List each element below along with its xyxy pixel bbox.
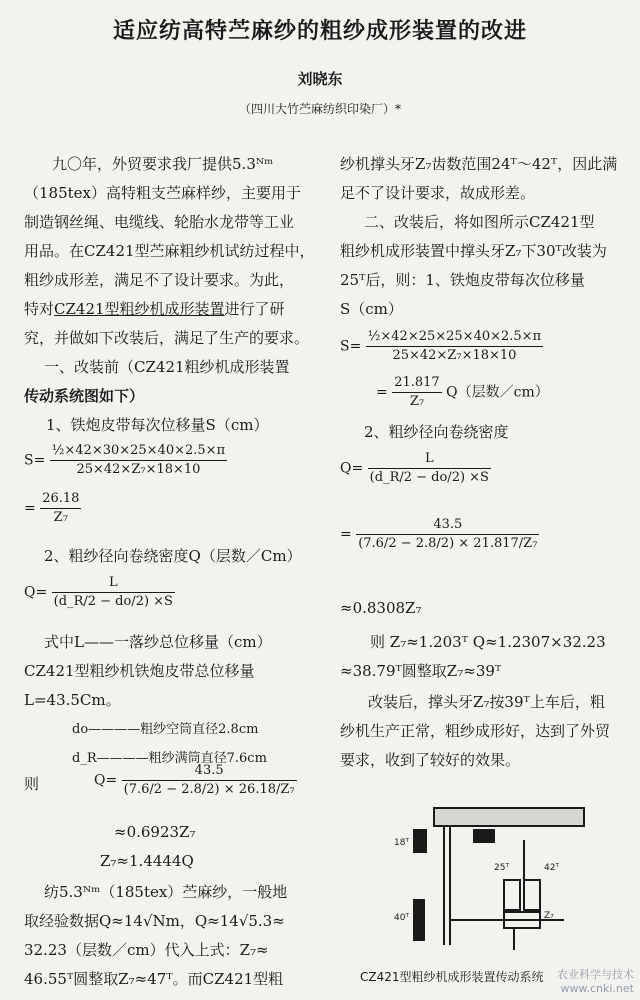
definition-dr: d_R————粗纱满筒直径7.6cm: [72, 751, 267, 766]
item-2-heading-after: 2、粗纱径向卷绕密度: [364, 423, 509, 441]
section-1-subheading: 传动系统图如下）: [24, 387, 145, 405]
definition-do: do————粗纱空筒直径2.8cm: [72, 722, 259, 737]
equation-q-after-numeric: = $\frac{43.5}{\text{(7.6/2 − 2.8/2) × 21.817/Z₇}}$: [340, 517, 538, 551]
gear-small-2: [524, 880, 540, 910]
gear-block-top: [414, 830, 426, 852]
q-after-result: ≈0.8308Z₇: [340, 599, 422, 617]
equation-q-after: Q= $\frac{L}{(d\_R/2 - do/2) \times S}$: [340, 451, 489, 485]
z-before-result: Z₇≈1.4444Q: [100, 852, 194, 870]
watermark: 农业科学与技术 www.cnki.net: [557, 968, 634, 995]
label-40t: 40ᵀ: [394, 913, 409, 923]
article-title: 适应纺高特苎麻纱的粗纱成形装置的改进: [112, 19, 527, 44]
author-affiliation: （四川大竹苎麻纺织印染厂）*: [238, 102, 401, 116]
label-42t: 42ᵀ: [544, 863, 559, 873]
equation-s-before-result: = $\frac{26.18}{\text{Z₇}}$: [24, 491, 80, 525]
item-2-heading: 2、粗纱径向卷绕密度Q（层数／Cm）: [44, 547, 302, 565]
equation-s-after-result: = $\frac{21.817}{\text{Z₇}}$ Q（层数／cm）: [376, 375, 549, 409]
definition-l: 式中L——一落纱总位移量（cm）: [44, 633, 272, 651]
continuation-paragraph: 纱机撑头牙Z₇齿数范围24ᵀ～42ᵀ，因此满 足不了设计要求，故成形差。 二、改装后，将如图所示CZ421型 粗纱机成形装置中撑头牙Z₇下30ᵀ改装为 25ᵀ后，则：1、铁炮皮带每次位移量 S（cm）: [340, 155, 618, 318]
equation-s-before: S= $\frac{\text{½×42×30×25×40×2.5×π}}{\text{25×42×Z₇×18×10}}$: [24, 443, 226, 477]
underlined-phrase: CZ421型粗纱机成形装置: [54, 300, 225, 318]
definition-total: CZ421型粗纱机铁炮皮带总位移量: [24, 662, 255, 680]
gear-block-mid: [474, 830, 494, 842]
then-label: 则: [24, 775, 40, 793]
section-1-heading: 一、改装前（CZ421粗纱机成形装置: [44, 358, 290, 376]
conclusion-paragraph: 改装后，撑头牙Z₇按39ᵀ上车后，粗 纱机生产正常，粗纱成形好，达到了外贸 要求，收到了较好的效果。: [340, 693, 611, 769]
top-bar: [434, 808, 584, 826]
z-after-rounded: ≈38.79ᵀ圆整取Z₇≈39ᵀ: [340, 662, 502, 680]
transmission-diagram: [374, 800, 594, 960]
label-z7: Z₇: [544, 911, 554, 921]
gear-block-bottom: [414, 900, 424, 940]
calc-paragraph: 纺5.3ᴺᵐ（185tex）苎麻纱，一般地 取经验数据Q≈14√Nm，Q≈14√5.3≈ 32.23（层数／cm）代入上式：Z₇≈ 46.55ᵀ圆整取Z₇≈47ᵀ。而CZ421型粗: [24, 883, 288, 988]
author-name: 刘晓东: [297, 70, 343, 88]
label-18t: 18ᵀ: [394, 838, 409, 848]
equation-q-before: Q= $\frac{L}{(d\_R/2 - do/2) \times S}$: [24, 575, 173, 609]
equation-q-before-numeric: Q= $\frac{43.5}{\text{(7.6/2 − 2.8/2) × 26.18/Z₇}}$: [94, 763, 295, 797]
z-after-result: 则 Z₇≈1.203ᵀ Q≈1.2307×32.23: [370, 633, 606, 651]
equation-s-after: S= $\frac{\text{½×42×25×25×40×2.5×π}}{\text{25×42×Z₇×18×10}}$: [340, 329, 542, 363]
diagram-lines: [414, 808, 584, 950]
definition-l-value: L=43.5Cm。: [24, 691, 121, 709]
gear-small: [504, 880, 520, 910]
q-before-result: ≈0.6923Z₇: [114, 823, 196, 841]
item-1-heading: 1、铁炮皮带每次位移量S（cm）: [46, 416, 269, 434]
intro-paragraph: 九〇年，外贸要求我厂提供5.3ᴺᵐ （185tex）高特粗支苎麻样纱，主要用于 制造钢丝绳、电缆线、轮胎水龙带等工业 用品。在CZ421型苎麻粗纱机试纺过程中， 粗纱成形差，满足不了设计要求。为此， 特对CZ421型粗纱机成形装置进行了研 究，并做如下改装后，满足了生产的要求。: [24, 155, 315, 347]
figure-caption: CZ421型粗纱机成形装置传动系统: [360, 970, 544, 984]
label-25t: 25ᵀ: [494, 863, 509, 873]
